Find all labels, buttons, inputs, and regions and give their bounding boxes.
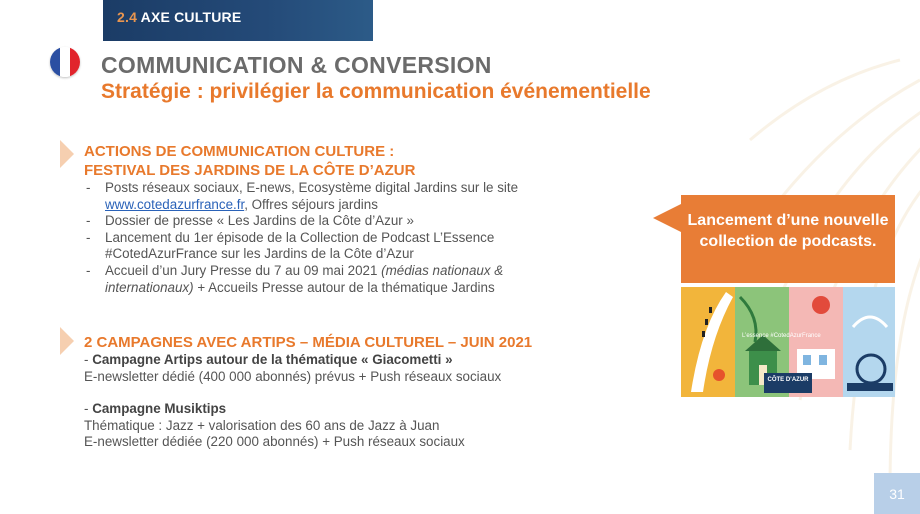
piano-icon <box>681 287 735 397</box>
bullet-text: Posts réseaux sociaux, E-news, Ecosystème digital Jardins sur le site <box>105 180 519 195</box>
bullet-italic-text: (médias nationaux & internationaux) <box>105 262 504 295</box>
section-arrow-icon <box>60 140 74 168</box>
cote-dazur-logo: CÔTE D’AZUR <box>764 373 812 393</box>
section-label: AXE CULTURE <box>140 9 242 25</box>
section-tag <box>103 0 373 41</box>
callout-pointer <box>653 204 681 232</box>
podcast-tile-terrace <box>843 287 895 397</box>
actions-heading-line2: FESTIVAL DES JARDINS DE LA CÔTE D’AZUR <box>84 162 416 179</box>
list-item <box>84 263 574 296</box>
website-link[interactable]: www.cotedazurfrance.fr <box>105 196 245 212</box>
campaign-title: Campagne Artips autour de la thématique « Giacometti » <box>92 352 453 367</box>
page-subtitle: Stratégie : privilégier la communication événementielle <box>101 80 651 103</box>
actions-heading <box>84 142 415 180</box>
french-flag-icon <box>50 47 80 77</box>
list-item <box>84 180 574 213</box>
actions-list <box>84 180 574 296</box>
bullet-text: , Offres séjours jardins <box>244 196 378 212</box>
podcast-tile-piano <box>681 287 735 397</box>
campaign-line: E-newsletter dédié (400 000 abonnés) prévus + Push réseaux sociaux <box>84 368 502 384</box>
actions-heading-line1: ACTIONS DE COMMUNICATION CULTURE : <box>84 143 395 160</box>
campaign-title: Campagne Musiktips <box>92 401 227 416</box>
section-arrow-icon <box>60 327 74 355</box>
list-item: - Lancement du 1er épisode de la Collection de Podcast L’Essence #CotedAzurFrance sur les Jardins de la Côte d’Azur <box>84 230 574 263</box>
palm-tree-icon <box>843 287 895 397</box>
bullet-text: + Accueils Presse autour de la thématique Jardins <box>193 279 495 295</box>
podcast-callout: Lancement d’une nouvelle collection de podcasts. <box>681 195 895 283</box>
section-number: 2.4 <box>117 9 138 25</box>
campaign-artips: - Campagne Artips autour de la thématique « Giacometti » E-newsletter dédié (400 000 abonnés) prévus + Push réseaux sociaux <box>84 352 604 385</box>
list-item: - Dossier de presse « Les Jardins de la Côte d’Azur » <box>84 213 574 230</box>
page-number: 31 <box>874 473 920 514</box>
page-title: COMMUNICATION & CONVERSION <box>101 52 492 78</box>
bullet-text: Accueil d’un Jury Presse du 7 au 09 mai 2021 <box>105 262 382 278</box>
podcast-caption: L’essence #CotedAzurFrance <box>742 333 821 339</box>
campaign-line: E-newsletter dédiée (220 000 abonnés) + Push réseaux sociaux <box>84 434 465 449</box>
campaigns-heading: 2 CAMPAGNES AVEC ARTIPS – MÉDIA CULTUREL – JUIN 2021 <box>84 334 533 351</box>
campaign-musiktips: - Campagne Musiktips Thématique : Jazz + valorisation des 60 ans de Jazz à Juan E-newsletter dédiée (220 000 abonnés) + Push réseaux sociaux <box>84 401 604 451</box>
campaign-line: Thématique : Jazz + valorisation des 60 ans de Jazz à Juan <box>84 417 440 433</box>
